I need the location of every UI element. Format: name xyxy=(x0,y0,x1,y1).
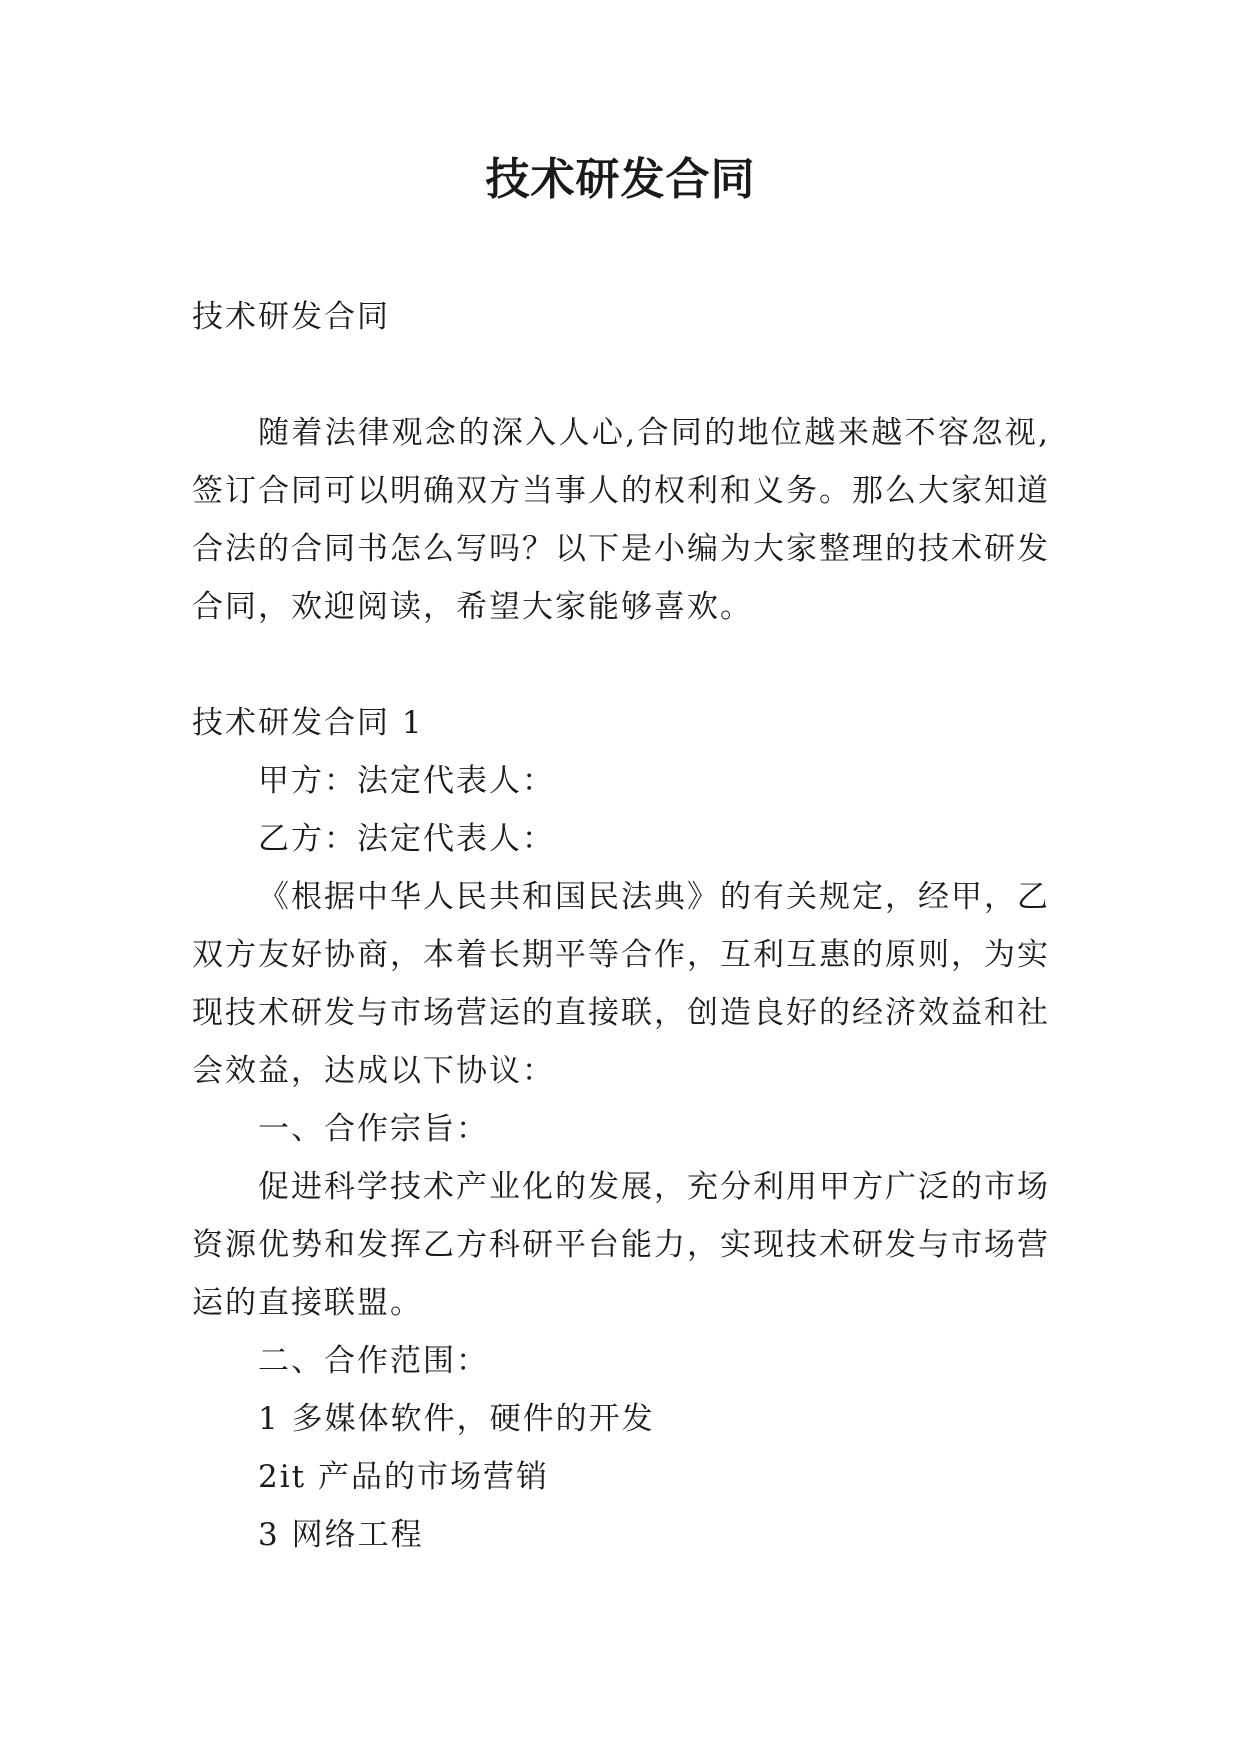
clause-1-heading: 一、合作宗旨： xyxy=(258,1111,489,1147)
party-b-line: 乙方：法定代表人： xyxy=(258,821,555,857)
scope-item: 1 多媒体软件，硬件的开发 xyxy=(258,1401,655,1437)
clause-1-text: 促进科学技术产业化的发展，充分利用甲方广泛的市场资源优势和发挥乙方科研平台能力，实现技术研发与市场营运的直接联盟。 xyxy=(192,1169,1050,1321)
scope-item: 2it 产品的市场营销 xyxy=(258,1459,549,1495)
document-title: 技术研发合同 xyxy=(485,154,756,205)
clause-2-heading: 二、合作范围： xyxy=(258,1343,489,1379)
intro-paragraph: 随着法律观念的深入人心,合同的地位越来越不容忽视,签订合同可以明确双方当事人的权利和义务。那么大家知道合法的合同书怎么写吗？以下是小编为大家整理的技术研发合同，欢迎阅读，希望大家能够喜欢。 xyxy=(192,415,1050,625)
document-subtitle: 技术研发合同 xyxy=(192,299,390,335)
party-a-line: 甲方：法定代表人： xyxy=(258,763,555,799)
scope-item: 3 网络工程 xyxy=(258,1517,424,1553)
document-body xyxy=(192,288,1050,1564)
section-title: 技术研发合同 1 xyxy=(192,705,424,741)
preamble-paragraph: 《根据中华人民共和国民法典》的有关规定，经甲，乙双方友好协商，本着长期平等合作，互利互惠的原则，为实现技术研发与市场营运的直接联，创造良好的经济效益和社会效益，达成以下协议： xyxy=(192,879,1050,1089)
